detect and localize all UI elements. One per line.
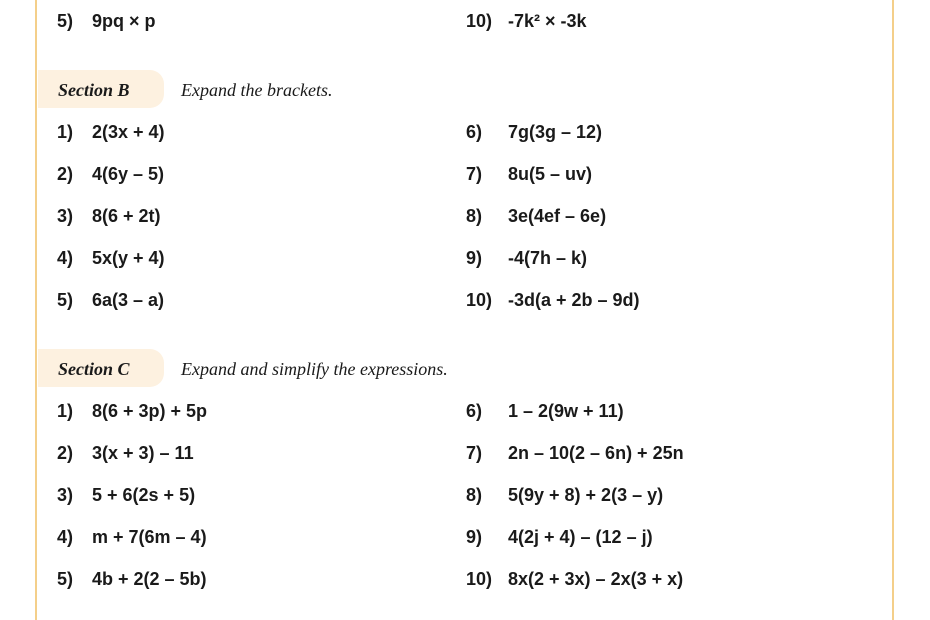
question-c3 bbox=[57, 484, 195, 506]
question-expression: 5(9y + 8) + 2(3 – y) bbox=[508, 485, 664, 505]
question-b3 bbox=[57, 205, 161, 227]
question-number: 3) bbox=[57, 485, 74, 505]
question-expression: 8u(5 – uv) bbox=[508, 164, 593, 184]
question-b1 bbox=[57, 121, 165, 143]
question-b2 bbox=[57, 163, 164, 185]
question-c5 bbox=[57, 568, 207, 590]
question-number: 5) bbox=[57, 569, 74, 589]
question-expression: -4(7h – k) bbox=[508, 248, 588, 268]
question-expression: 1 – 2(9w + 11) bbox=[508, 401, 624, 421]
question-c8 bbox=[466, 484, 663, 506]
question-expression: 4(6y – 5) bbox=[92, 164, 165, 184]
question-number: 7) bbox=[466, 164, 483, 184]
question-expression: 3(x + 3) – 11 bbox=[92, 443, 194, 463]
question-number: 4) bbox=[57, 248, 74, 268]
question-expression: 2n – 10(2 – 6n) + 25n bbox=[508, 443, 684, 463]
question-expression: -7k² × -3k bbox=[508, 11, 587, 31]
question-number: 2) bbox=[57, 443, 74, 463]
question-number: 10) bbox=[466, 11, 493, 31]
question-expression: 7g(3g – 12) bbox=[508, 122, 603, 142]
question-b10 bbox=[466, 289, 640, 311]
question-expression: 9pq × p bbox=[92, 11, 156, 31]
question-number: 5) bbox=[57, 290, 74, 310]
question-expression: m + 7(6m – 4) bbox=[92, 527, 207, 547]
question-expression: 4(2j + 4) – (12 – j) bbox=[508, 527, 653, 547]
question-number: 4) bbox=[57, 527, 74, 547]
page-border-left bbox=[35, 0, 37, 620]
question-c9 bbox=[466, 526, 653, 548]
question-c1 bbox=[57, 400, 207, 422]
question-expression: 5 + 6(2s + 5) bbox=[92, 485, 196, 505]
section-c-instruction: Expand and simplify the expressions. bbox=[181, 359, 448, 379]
question-a10 bbox=[466, 10, 587, 32]
question-b9 bbox=[466, 247, 587, 269]
question-expression: 6a(3 – a) bbox=[92, 290, 165, 310]
question-number: 2) bbox=[57, 164, 74, 184]
question-b7 bbox=[466, 163, 592, 185]
question-number: 9) bbox=[466, 527, 483, 547]
question-number: 1) bbox=[57, 122, 74, 142]
question-c4 bbox=[57, 526, 207, 548]
page-border-right bbox=[892, 0, 894, 620]
question-expression: 4b + 2(2 – 5b) bbox=[92, 569, 207, 589]
question-number: 6) bbox=[466, 122, 483, 142]
question-a5 bbox=[57, 10, 156, 32]
question-number: 8) bbox=[466, 485, 483, 505]
question-expression: -3d(a + 2b – 9d) bbox=[508, 290, 640, 310]
question-expression: 8(6 + 3p) + 5p bbox=[92, 401, 208, 421]
question-b8 bbox=[466, 205, 606, 227]
question-c2 bbox=[57, 442, 194, 464]
question-c6 bbox=[466, 400, 624, 422]
question-number: 3) bbox=[57, 206, 74, 226]
question-b5 bbox=[57, 289, 164, 311]
question-expression: 2(3x + 4) bbox=[92, 122, 165, 142]
question-number: 8) bbox=[466, 206, 483, 226]
question-c7 bbox=[466, 442, 684, 464]
question-number: 5) bbox=[57, 11, 74, 31]
section-c-label: Section C bbox=[58, 359, 130, 379]
question-expression: 5x(y + 4) bbox=[92, 248, 165, 268]
question-number: 1) bbox=[57, 401, 74, 421]
question-expression: 8(6 + 2t) bbox=[92, 206, 161, 226]
question-number: 7) bbox=[466, 443, 483, 463]
question-number: 10) bbox=[466, 290, 493, 310]
question-b6 bbox=[466, 121, 602, 143]
section-b-label: Section B bbox=[58, 80, 130, 100]
question-b4 bbox=[57, 247, 165, 269]
question-number: 10) bbox=[466, 569, 493, 589]
question-number: 6) bbox=[466, 401, 483, 421]
question-number: 9) bbox=[466, 248, 483, 268]
question-expression: 3e(4ef – 6e) bbox=[508, 206, 607, 226]
section-b-instruction: Expand the brackets. bbox=[181, 80, 333, 100]
question-c10 bbox=[466, 568, 683, 590]
question-expression: 8x(2 + 3x) – 2x(3 + x) bbox=[508, 569, 684, 589]
